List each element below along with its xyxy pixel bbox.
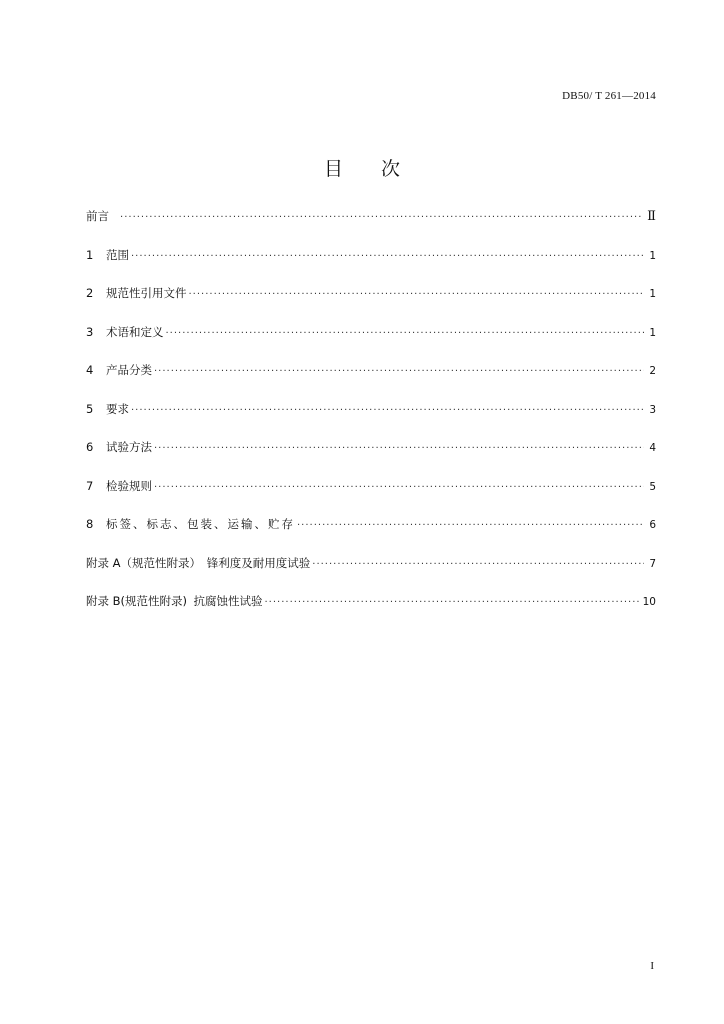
toc-entry-label: 试验方法 xyxy=(106,440,152,454)
toc-entry-label: 附录 A（规范性附录） xyxy=(86,555,202,570)
toc-entry-number: 8 xyxy=(86,517,94,531)
toc-entry-number: 2 xyxy=(86,286,94,300)
toc-entry-page: 6 xyxy=(649,519,656,531)
toc-entry-page: 1 xyxy=(649,326,656,339)
toc-leader-dots xyxy=(154,366,644,377)
toc-entry-label: 产品分类 xyxy=(106,363,152,377)
toc-entry-label: 要求 xyxy=(106,401,129,416)
toc-entry-label: 范围 xyxy=(106,247,129,262)
toc-leader-dots xyxy=(154,443,644,454)
toc-entry-label: 术语和定义 xyxy=(106,324,164,339)
toc-entry-page: 7 xyxy=(649,557,656,570)
toc-entry-number: 5 xyxy=(86,401,94,416)
toc-leader-dots xyxy=(131,405,644,416)
toc-entry-number: 4 xyxy=(86,363,94,377)
toc-entry-number: 1 xyxy=(86,247,94,262)
toc-entry-subtitle: 抗腐蚀性试验 xyxy=(193,594,263,608)
toc-entry-page: 1 xyxy=(649,249,656,262)
page-title: 目次 xyxy=(323,158,438,180)
toc-entry-label: 标签、标志、包装、运输、贮存 xyxy=(106,517,295,531)
toc-leader-dots xyxy=(189,289,645,300)
toc-entry-labeling-packaging[interactable] xyxy=(86,516,656,555)
toc-entry-label: 规范性引用文件 xyxy=(106,286,187,300)
toc-leader-dots xyxy=(312,559,644,570)
toc-entry-page: 5 xyxy=(649,480,656,493)
toc-entry-subtitle: 锋利度及耐用度试验 xyxy=(206,555,311,570)
toc-leader-dots xyxy=(120,212,643,223)
toc-entry-page: Ⅱ xyxy=(647,208,656,223)
toc-entry-number: 7 xyxy=(86,478,94,493)
toc-entry-page: 3 xyxy=(649,403,656,416)
table-of-contents xyxy=(86,208,656,632)
toc-leader-dots xyxy=(265,597,639,608)
toc-entry-label: 前言 xyxy=(86,209,109,223)
toc-entry-test-methods[interactable] xyxy=(86,439,656,478)
toc-entry-label: 附录 B(规范性附录) xyxy=(86,594,188,608)
footer-page-number: I xyxy=(650,960,654,972)
toc-entry-inspection-rules[interactable] xyxy=(86,478,656,517)
toc-entry-label: 检验规则 xyxy=(106,478,152,493)
toc-leader-dots xyxy=(297,520,644,531)
toc-leader-dots xyxy=(131,251,644,262)
toc-entry-number: 6 xyxy=(86,440,94,454)
toc-entry-appendix-b[interactable] xyxy=(86,593,656,632)
toc-entry-terms[interactable] xyxy=(86,324,656,363)
toc-entry-page: 4 xyxy=(649,442,656,454)
toc-entry-page: 1 xyxy=(649,288,656,300)
toc-entry-classification[interactable] xyxy=(86,362,656,401)
toc-entry-page: 10 xyxy=(642,596,656,608)
toc-entry-appendix-a[interactable] xyxy=(86,555,656,594)
toc-leader-dots xyxy=(166,328,645,339)
toc-entry-preface[interactable] xyxy=(86,208,656,247)
toc-leader-dots xyxy=(154,482,644,493)
toc-entry-normative-references[interactable] xyxy=(86,285,656,324)
toc-entry-page: 2 xyxy=(649,365,656,377)
toc-entry-scope[interactable] xyxy=(86,247,656,286)
toc-entry-requirements[interactable] xyxy=(86,401,656,440)
toc-entry-number: 3 xyxy=(86,324,94,339)
document-code: DB50/ T 261—2014 xyxy=(562,90,656,102)
